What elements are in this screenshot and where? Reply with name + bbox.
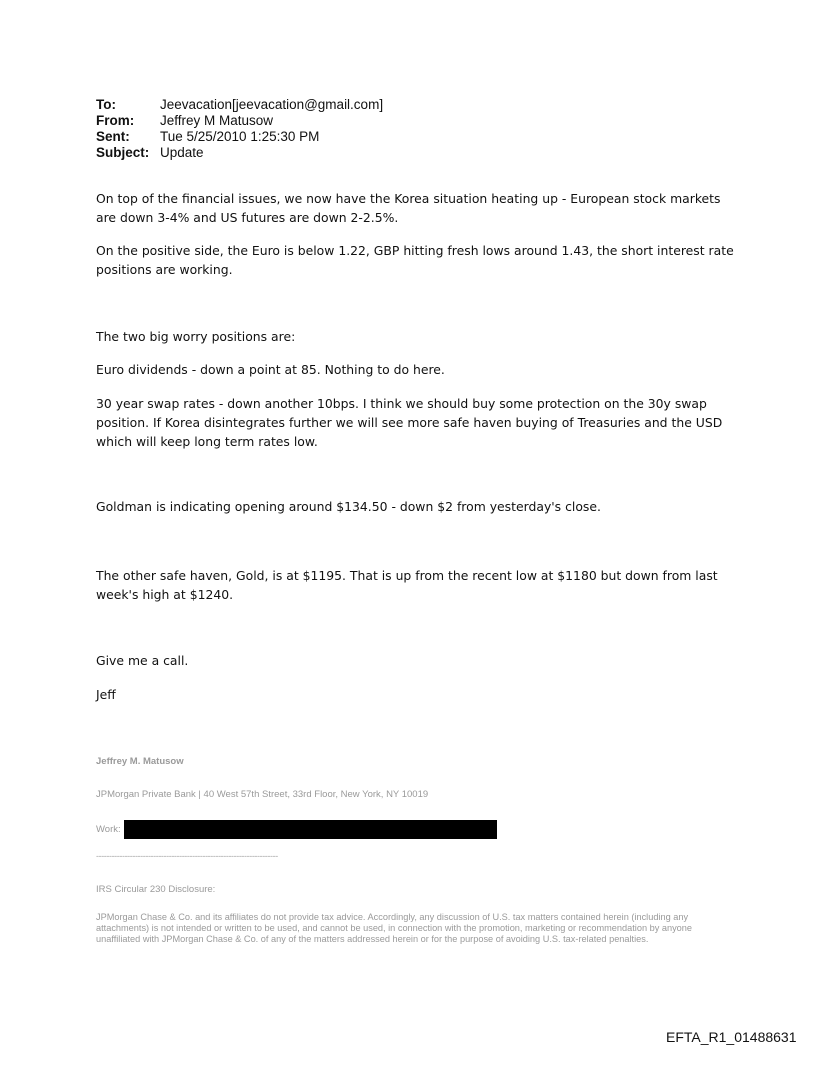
email-header (96, 97, 383, 161)
work-label: Work: (96, 824, 121, 835)
to-value: Jeevacation[jeevacation@gmail.com] (160, 97, 384, 112)
subject-label: Subject: (96, 145, 150, 160)
body-paragraph-worry: The two big worry positions are: (96, 329, 296, 344)
irs-heading: IRS Circular 230 Disclosure: (96, 884, 216, 895)
body-paragraph-positive: On the positive side, the Euro is below 1.22, GBP hitting fresh lows around 1.43, the short interest rate positions are working. (96, 243, 734, 277)
body-paragraph-korea: On top of the financial issues, we now have the Korea situation heating up - European stock markets are down 3-4% and US futures are down 2-2.5%. (96, 191, 721, 225)
to-label: To: (96, 97, 116, 112)
subject-row (96, 145, 383, 161)
tax-disclaimer: JPMorgan Chase & Co. and its affiliates do not provide tax advice. Accordingly, any discussion of U.S. tax matters contained herein (including any attachments) is not intended or written to be used, and cannot be used, in connection with the promotion, marketing or recommendation by anyone unaffiliated with JPMorgan Chase & Co. of any of the matters addressed herein or for the purpose of avoiding U.S. tax-related penalties. (96, 912, 693, 945)
document-id: EFTA_R1_01488631 (666, 1029, 797, 1045)
body-signoff: Jeff (96, 687, 116, 702)
body-paragraph-swap-rates: 30 year swap rates - down another 10bps. I think we should buy some protection on the 30y swap position. If Korea disintegrates further we will see more safe haven buying of Treasuries and the USD which will keep long term rates low. (96, 396, 723, 449)
signature-work-line (96, 820, 497, 839)
body-paragraph-euro-dividends: Euro dividends - down a point at 85. Nothing to do here. (96, 362, 445, 377)
subject-value: Update (160, 145, 204, 160)
to-row (96, 97, 383, 113)
body-paragraph-call: Give me a call. (96, 653, 189, 668)
redaction-bar (124, 820, 497, 839)
signature-address: JPMorgan Private Bank | 40 West 57th Street, 33rd Floor, New York, NY 10019 (96, 789, 429, 800)
signature-divider: ---------------------------------------------------------------------- (96, 851, 278, 861)
body-paragraph-gold: The other safe haven, Gold, is at $1195. That is up from the recent low at $1180 but down from last week's high at $1240. (96, 568, 718, 602)
sent-label: Sent: (96, 129, 130, 144)
signature-name: Jeffrey M. Matusow (96, 756, 184, 767)
sent-value: Tue 5/25/2010 1:25:30 PM (160, 129, 320, 144)
from-row (96, 113, 383, 129)
sent-row (96, 129, 383, 145)
body-paragraph-goldman: Goldman is indicating opening around $134.50 - down $2 from yesterday's close. (96, 499, 601, 514)
from-label: From: (96, 113, 135, 128)
from-value: Jeffrey M Matusow (160, 113, 274, 128)
